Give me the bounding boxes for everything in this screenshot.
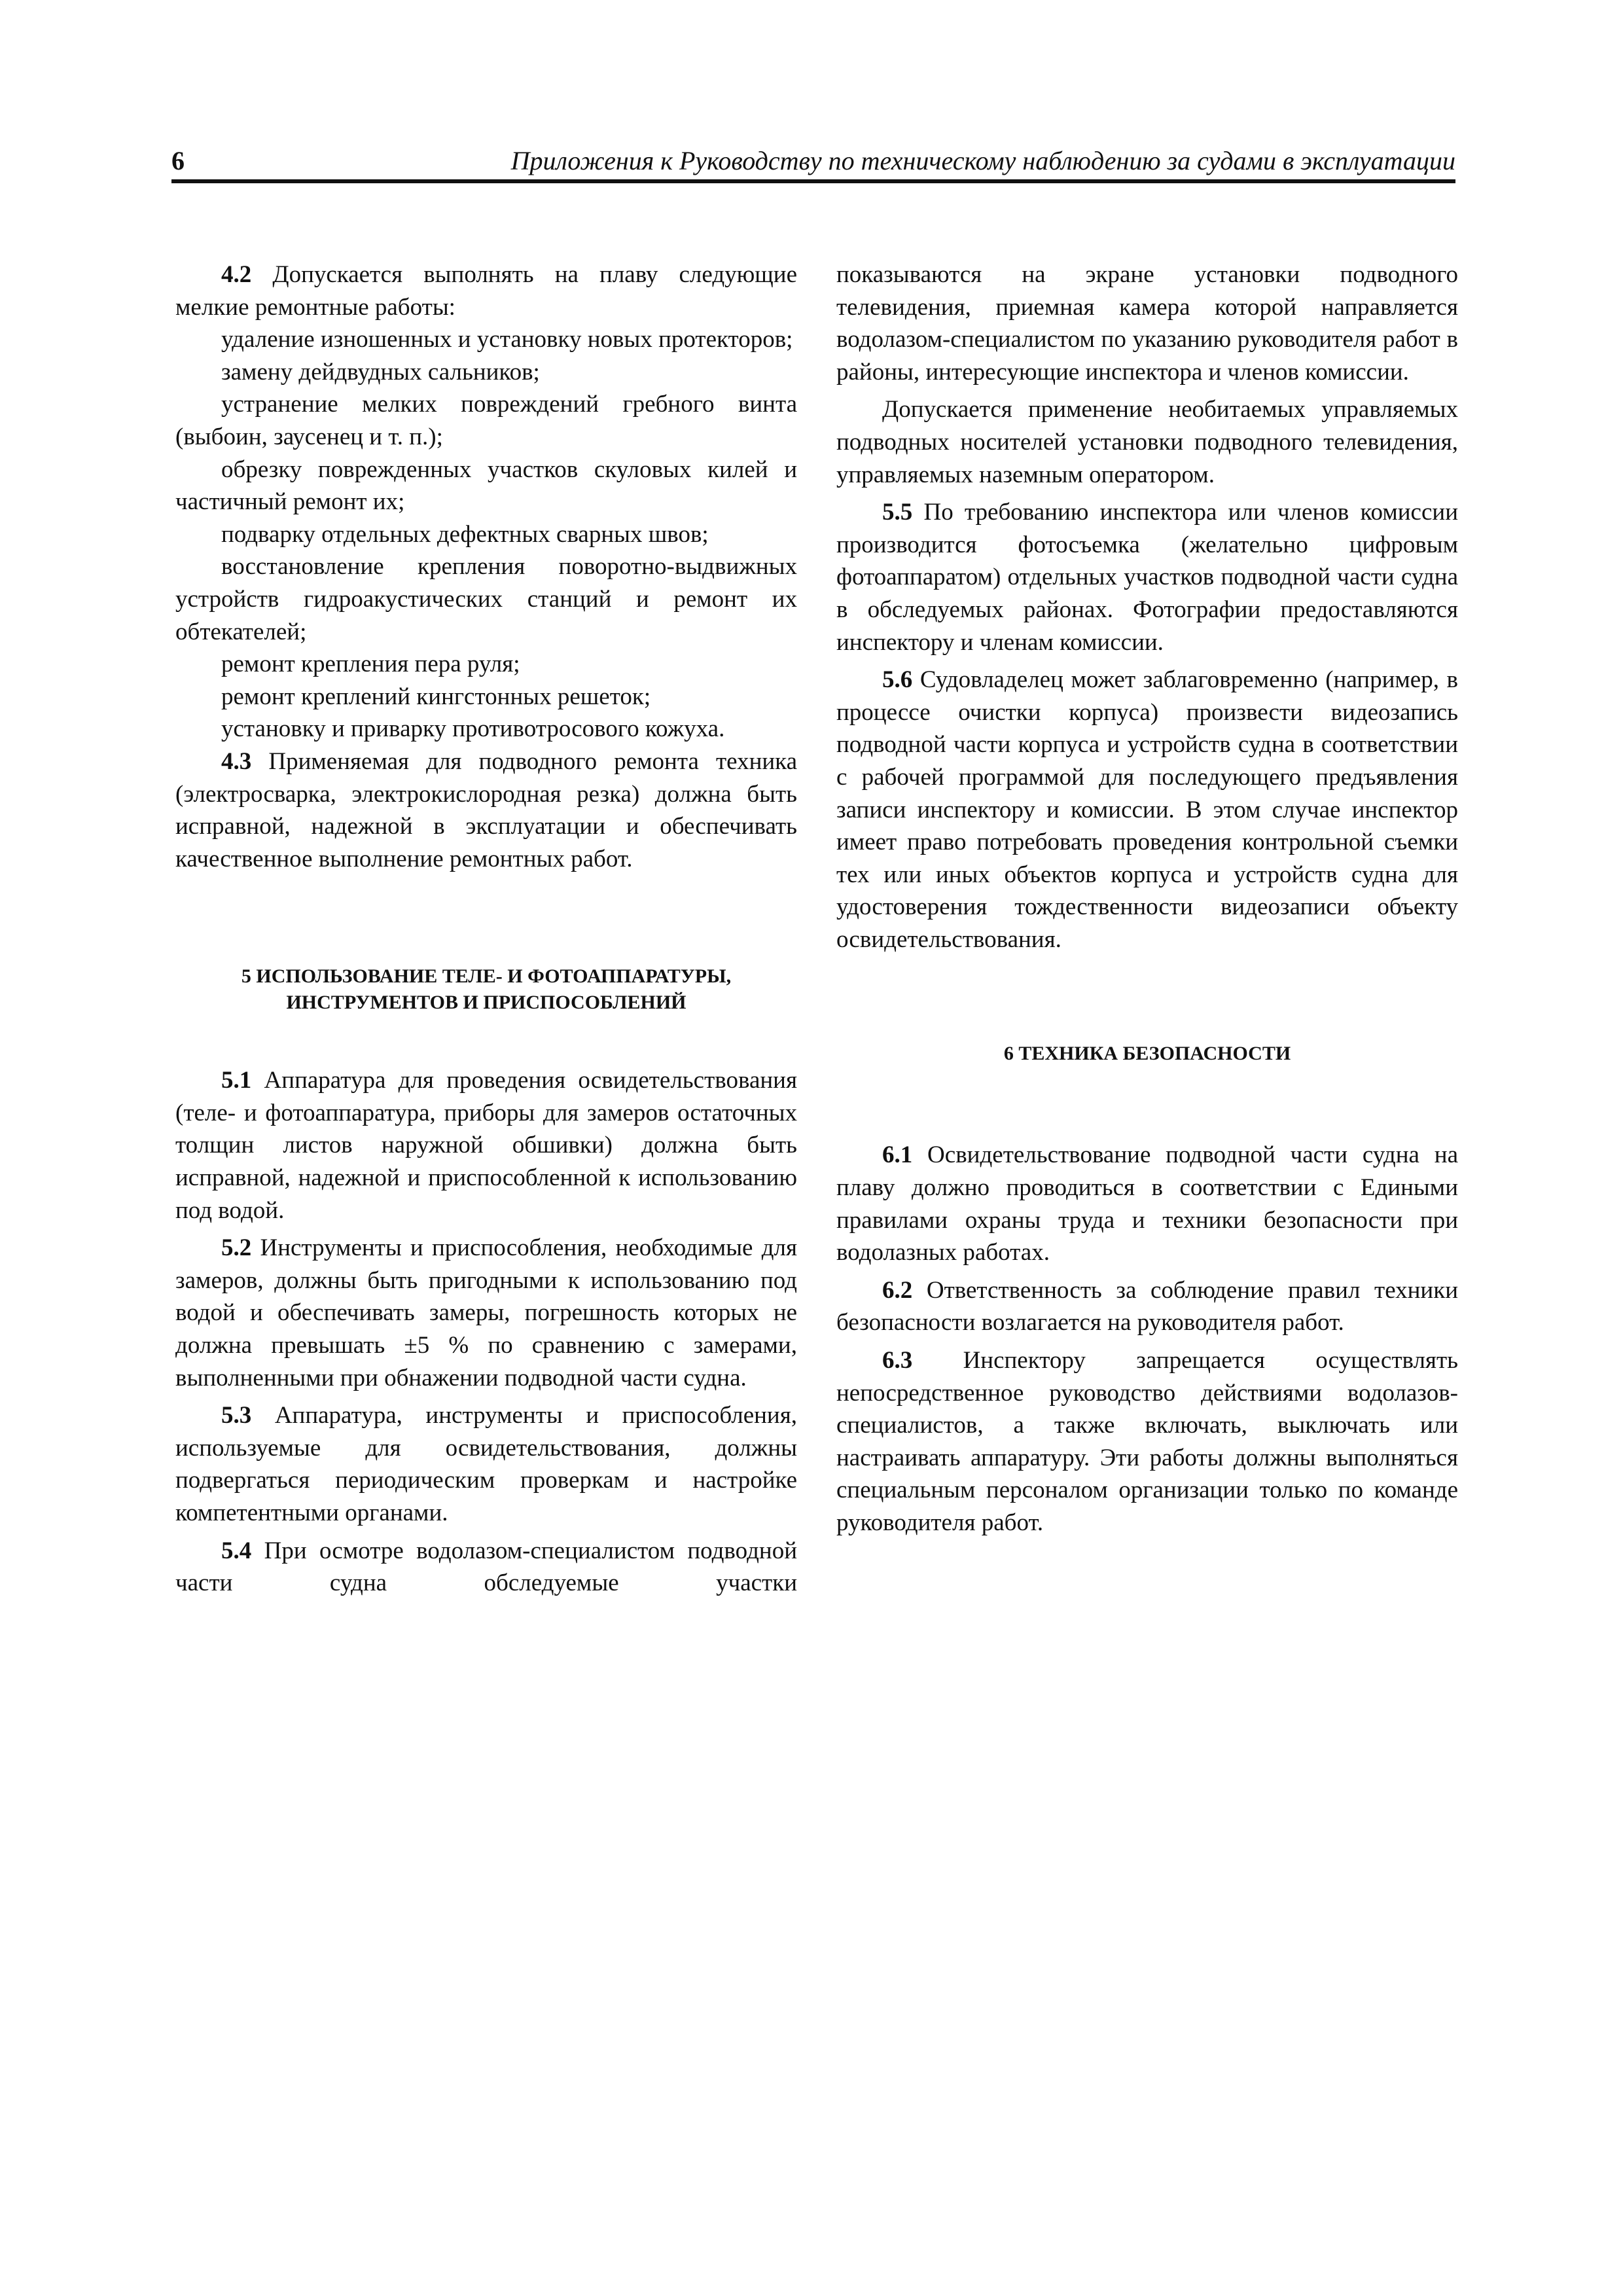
section-6-body <box>836 1139 1458 1539</box>
paragraph-text: Применяемая для подводного ремонта техника (электросварка, электрокислородная резка) должна быть исправной, надежной в эксплуатации и обеспечивать качественное выполнение ремонтных работ. <box>175 747 798 872</box>
paragraph-4-3 <box>175 745 797 875</box>
paragraph-text: Судовладелец может заблаговременно (например, в процессе очистки корпуса) произвести видеозапись подводной части корпуса и устройств судна в соответствии с рабочей программой для последующего предъявления записи инспектору и комиссии. В этом случае инспектор имеет право потребовать проведения контрольной съемки тех или иных объектов корпуса и устройств судна для удостоверения тождественности видеозаписи объекту освидетельствования. <box>836 666 1459 953</box>
list-item: устранение мелких повреждений гребного винта (выбоин, заусенец и т. п.); <box>175 391 797 450</box>
paragraph-5-2 <box>175 1232 797 1394</box>
clause-number: 5.2 <box>221 1234 252 1262</box>
list-item: ремонт креплений кингстонных решеток; <box>221 683 651 710</box>
running-title: Приложения к Руководству по техническому наблюдению за судами в эксплуатации <box>510 146 1455 175</box>
list-item: обрезку поврежденных участков скуловых килей и частичный ремонт их; <box>175 456 797 516</box>
section-6-heading <box>836 1041 1458 1067</box>
paragraph-text: Освидетельствование подводной части судна на плаву должно проводиться в соответствии с Едиными правилами охраны труда и техники безопасности при водолазных работах. <box>836 1141 1458 1266</box>
clause-number: 6.3 <box>882 1347 913 1374</box>
clause-number: 6.2 <box>882 1276 913 1304</box>
page-number: 6 <box>171 146 185 175</box>
paragraph-text: При осмотре водолазом-специалистом подводной части судна обследуемые участки <box>175 1537 798 1597</box>
paragraph-5-1 <box>175 1064 797 1227</box>
heading-line-2: ИНСТРУМЕНТОВ И ПРИСПОСОБЛЕНИЙ <box>286 992 687 1014</box>
paragraph-unmanned-vehicles: Допускается применение необитаемых управляемых подводных носителей установки подводного телевидения, управляемых наземным оператором. <box>836 396 1458 488</box>
list-item: ремонт крепления пера руля; <box>221 651 520 678</box>
section-4-list <box>175 259 797 875</box>
paragraph-6-3 <box>836 1344 1458 1539</box>
paragraph-text: Аппаратура для проведения освидетельствования (теле- и фотоаппаратура, приборы для замеров остаточных толщин листов наружной обшивки) должна быть исправной, надежной и приспособленной к использованию под водой. <box>175 1067 798 1224</box>
list-item: замену дейдвудных сальников; <box>221 358 540 386</box>
clause-number: 4.2 <box>221 261 252 288</box>
paragraph-5-3 <box>175 1399 797 1529</box>
left-column <box>175 259 797 1600</box>
paragraph-text: Допускается выполнять на плаву следующие мелкие ремонтные работы: <box>175 261 797 321</box>
paragraph-5-4-continued: показываются на экране установки подводного телевидения, приемная камера которой направляется водолазом-специалистом по указанию руководителя работ в районы, интересующие инспектора и членов комиссии. <box>836 261 1458 386</box>
clause-number: 5.3 <box>221 1402 252 1429</box>
heading-line-1: 5 ИСПОЛЬЗОВАНИЕ ТЕЛЕ- И ФОТОАППАРАТУРЫ, <box>241 965 732 988</box>
paragraph-text: Ответственность за соблюдение правил техники безопасности возлагается на руководителя работ. <box>836 1276 1459 1336</box>
list-item: установку и приварку противотросового кожуха. <box>221 715 725 743</box>
clause-number: 5.4 <box>221 1537 252 1564</box>
paragraph-6-2 <box>836 1274 1458 1339</box>
clause-number: 5.5 <box>882 499 913 526</box>
paragraph-5-5 <box>836 496 1458 658</box>
heading-line-1: 6 ТЕХНИКА БЕЗОПАСНОСТИ <box>1003 1043 1291 1065</box>
paragraph-text: Инструменты и приспособления, необходимые для замеров, должны быть пригодными к использованию под водой и обеспечивать замеры, погрешность которых не должна превышать ±5 % по сравнению с замерами, выполненными при обнажении подводной части судна. <box>175 1234 797 1391</box>
paragraph-text: По требованию инспектора или членов комиссии производится фотосъемка (желательно цифровым фотоаппаратом) отдельных участков подводной части судна в обследуемых районах. Фотографии предоставляются инспектору и членам комиссии. <box>836 499 1458 656</box>
paragraph-4-2 <box>175 259 797 323</box>
clause-number: 5.1 <box>221 1067 252 1094</box>
paragraph-5-6 <box>836 664 1458 956</box>
list-item: подварку отдельных дефектных сварных швов; <box>221 520 709 548</box>
list-item: удаление изношенных и установку новых протекторов; <box>221 326 793 353</box>
section-5-body <box>175 1064 797 1600</box>
section-5-heading <box>175 963 797 1016</box>
paragraph-6-1 <box>836 1139 1458 1268</box>
list-item: восстановление крепления поворотно-выдвижных устройств гидроакустических станций и ремонт их обтекателей; <box>175 553 797 645</box>
paragraph-5-4 <box>175 1535 797 1600</box>
page-header <box>171 145 1455 183</box>
clause-number: 4.3 <box>221 747 252 775</box>
paragraph-text: Аппаратура, инструменты и приспособления, используемые для освидетельствования, должны подвергаться периодическим проверкам и настройке компетентными органами. <box>175 1402 798 1526</box>
clause-number: 5.6 <box>882 666 913 694</box>
right-column <box>836 259 1458 1539</box>
clause-number: 6.1 <box>882 1141 913 1169</box>
paragraph-text: Инспектору запрещается осуществлять непосредственное руководство действиями водолазов-специалистов, а также включать, выключать или настраивать аппаратуру. Эти работы должны выполняться специальным персоналом организации только по команде руководителя работ. <box>836 1347 1458 1536</box>
